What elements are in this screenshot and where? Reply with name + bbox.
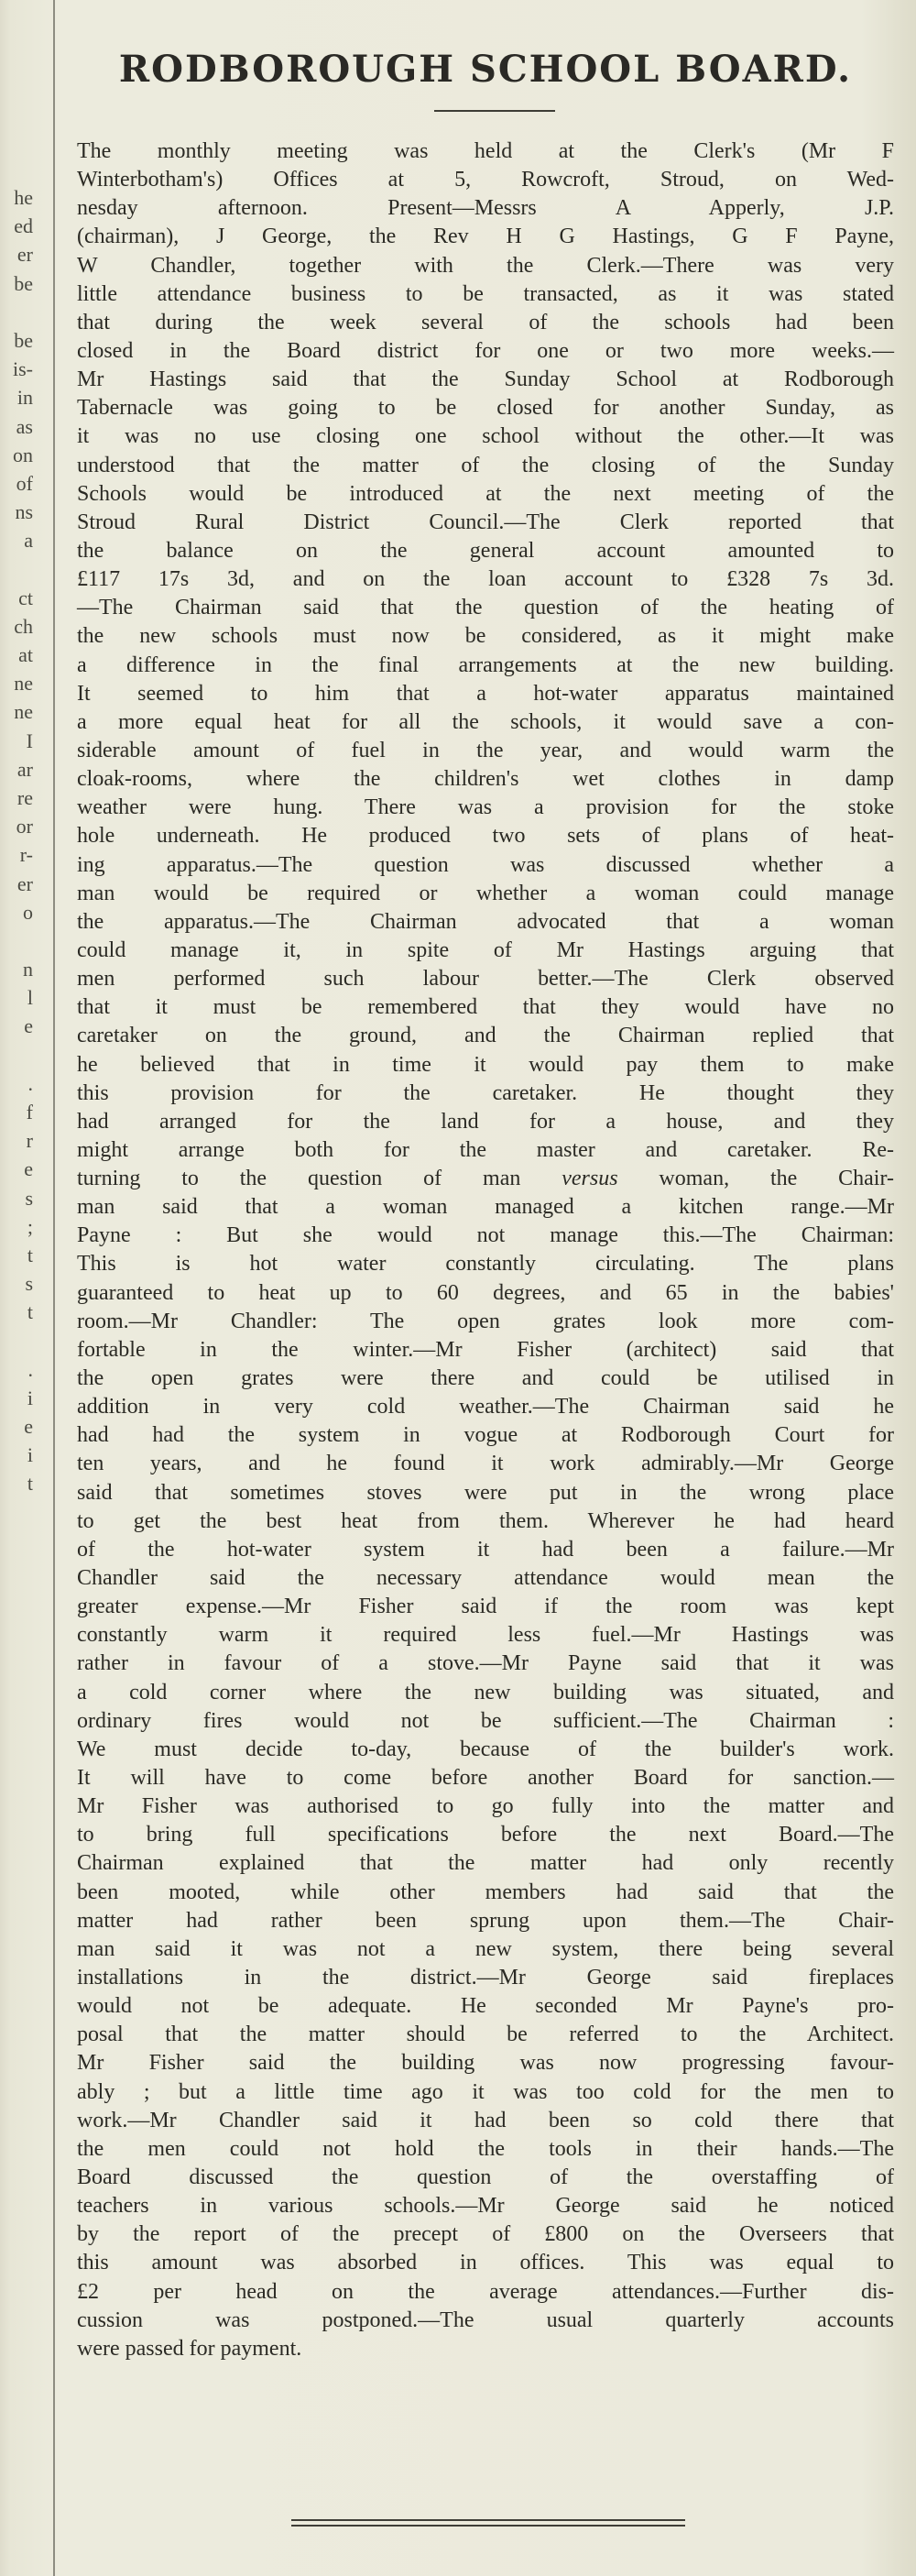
margin-fragment (0, 1327, 37, 1355)
article-line: greater expense.—Mr Fisher said if the room was kept (77, 1595, 894, 1619)
article-line: little attendance business to be transacted, as it was stated (77, 281, 894, 306)
article-line: addition in very cold weather.—The Chairman said he (77, 1395, 894, 1420)
margin-fragment (0, 298, 37, 326)
article-line: hole underneath. He produced two sets of plans of heat- (77, 824, 894, 849)
margin-fragment: r- (19, 843, 33, 867)
margin-fragment: or (16, 815, 33, 839)
article-line: —The Chairman said that the question of the heating of (77, 596, 894, 620)
article-line: Board discussed the question of the overstaffing of (77, 2165, 894, 2189)
margin-fragment: o (23, 900, 33, 924)
article-line: posal that the matter should be referred to the Architect. (77, 2022, 894, 2047)
margin-fragment: ne (14, 700, 33, 724)
article-line: ordinary fires would not be sufficient.—The Chairman : (77, 1708, 894, 1733)
article-line: Mr Fisher was authorised to go fully into the matter and (77, 1794, 894, 1819)
article-line: Mr Hastings said that the Sunday School at Rodborough (77, 367, 894, 392)
article-line: man said that a woman managed a kitchen range.—Mr (77, 1195, 894, 1220)
article-line: work.—Mr Chandler said it had been so cold there that (77, 2108, 894, 2132)
article-line: he believed that in time it would pay them to make (77, 1052, 894, 1077)
margin-fragment: re (16, 785, 33, 809)
margin-fragment: t (27, 1472, 33, 1496)
margin-fragment: ns (15, 500, 33, 524)
margin-fragment (0, 1555, 37, 1584)
article-line: that during the week several of the schools had been (77, 310, 894, 334)
article-line: it was no use closing one school without the other.—It was (77, 424, 894, 449)
article-line: by the report of the precept of £800 on the Overseers that (77, 2222, 894, 2247)
margin-fragment: be (14, 328, 33, 352)
article-line: Winterbotham's) Offices at 5, Rowcroft, Stroud, on Wed- (77, 168, 894, 192)
article-line: This is hot water constantly circulating. The plans (77, 1252, 894, 1277)
article-line: cloak-rooms, where the children's wet clothes in damp (77, 767, 894, 792)
article-line: Stroud Rural District Council.—The Clerk reported that (77, 510, 894, 534)
margin-fragment (0, 1641, 37, 1670)
margin-fragment: on (13, 443, 33, 466)
article-line: this amount was absorbed in offices. This was equal to (77, 2251, 894, 2275)
margin-fragment: . (27, 1357, 33, 1381)
margin-fragment: f (26, 1101, 33, 1124)
article-line: the apparatus.—The Chairman advocated that a woman (77, 909, 894, 934)
article-line: a cold corner where the new building was situated, and (77, 1680, 894, 1705)
margin-fragment: i (27, 1443, 33, 1467)
margin-fragment: r (26, 1129, 33, 1153)
article-line: would not be adequate. He seconded Mr Payne's pro- (77, 1994, 894, 2019)
article-line: Schools would be introduced at the next meeting of the (77, 481, 894, 506)
margin-fragment: in (16, 386, 33, 410)
article-line: Mr Fisher said the building was now progressing favour- (77, 2051, 894, 2076)
margin-fragment: t (27, 1300, 33, 1324)
article-line: matter had rather been sprung upon them.—The Chair- (77, 1908, 894, 1933)
end-rule (291, 2525, 685, 2527)
article-line: man would be required or whether a woman could manage (77, 881, 894, 905)
adjacent-column-fragments (0, 183, 37, 1670)
article-body (77, 137, 894, 2363)
article-line: We must decide to-day, because of the builder's work. (77, 1737, 894, 1761)
article-line: to bring full specifications before the next Board.—The (77, 1823, 894, 1847)
article-line: man said it was not a new system, there being several (77, 1936, 894, 1961)
article-line: Chandler said the necessary attendance would mean the (77, 1566, 894, 1591)
article-line: teachers in various schools.—Mr George said he noticed (77, 2194, 894, 2219)
margin-fragment: s (25, 1186, 33, 1210)
article-line: siderable amount of fuel in the year, and would warm the (77, 738, 894, 762)
article-line: W Chandler, together with the Clerk.—There was very (77, 253, 894, 278)
margin-fragment (0, 1527, 37, 1555)
margin-fragment: . (27, 1071, 33, 1095)
article-line: this provision for the caretaker. He thought they (77, 1080, 894, 1105)
margin-fragment: ct (18, 586, 33, 609)
margin-fragment (0, 1498, 37, 1527)
article-line: rather in favour of a stove.—Mr Payne said that it was (77, 1651, 894, 1676)
margin-fragment: t (27, 1243, 33, 1266)
article-line: fortable in the winter.—Mr Fisher (architect) said that (77, 1337, 894, 1362)
margin-fragment: er (16, 243, 33, 267)
margin-fragment: l (27, 986, 33, 1010)
article-line: might arrange both for the master and caretaker. Re- (77, 1137, 894, 1162)
article-line: had arranged for the land for a house, and they (77, 1109, 894, 1134)
article-line: turning to the question of man versus woman, the Chair- (77, 1167, 894, 1191)
article-line: a more equal heat for all the schools, it would save a con- (77, 709, 894, 734)
article-line: ing apparatus.—The question was discussed whether a (77, 852, 894, 877)
article-line: men performed such labour better.—The Clerk observed (77, 967, 894, 992)
article-line: nesday afternoon. Present—Messrs A Apperly, J.P. (77, 196, 894, 221)
emphasis: versus (562, 1167, 618, 1191)
article-line: It will have to come before another Board for sanction.— (77, 1766, 894, 1791)
article-line: guaranteed to heat up to 60 degrees, and 65 in the babies' (77, 1280, 894, 1305)
margin-fragment: e (24, 1014, 33, 1038)
article-line: Tabernacle was going to be closed for another Sunday, as (77, 396, 894, 421)
margin-fragment: e (24, 1157, 33, 1181)
margin-fragment: ed (14, 214, 33, 238)
margin-fragment: at (18, 643, 33, 666)
margin-fragment: as (16, 414, 33, 438)
margin-fragment: i (27, 1386, 33, 1409)
margin-fragment (0, 1612, 37, 1640)
article-line: ably ; but a little time ago it was too cold for the men to (77, 2079, 894, 2104)
margin-fragment: s (25, 1272, 33, 1296)
article-line: had had the system in vogue at Rodborough Court for (77, 1423, 894, 1448)
article-line: closed in the Board district for one or two more weeks.— (77, 338, 894, 363)
margin-fragment: of (16, 471, 33, 495)
margin-fragment: be (14, 271, 33, 295)
article-line: £117 17s 3d, and on the loan account to £328 7s 3d. (77, 567, 894, 592)
article-line: £2 per head on the average attendances.—Further dis- (77, 2279, 894, 2304)
article-line: said that sometimes stoves were put in the wrong place (77, 1480, 894, 1505)
article-line: to get the best heat from them. Wherever he had heard (77, 1508, 894, 1533)
margin-fragment: a (24, 529, 33, 553)
margin-fragment: he (14, 186, 33, 209)
article-line: could manage it, in spite of Mr Hastings arguing that (77, 937, 894, 962)
article-line: It seemed to him that a hot-water apparatus maintained (77, 681, 894, 706)
margin-fragment: ne (14, 672, 33, 696)
article-line: understood that the matter of the closing of the Sunday (77, 453, 894, 477)
margin-fragment: n (23, 958, 33, 981)
article-line: The monthly meeting was held at the Clerk's (Mr F (77, 139, 894, 163)
margin-fragment: ar (16, 757, 33, 781)
margin-fragment: er (16, 871, 33, 895)
article-line: constantly warm it required less fuel.—Mr Hastings was (77, 1623, 894, 1648)
article-line: were passed for payment. (77, 2336, 302, 2361)
article-line: Payne : But she would not manage this.—The Chairman: (77, 1223, 894, 1248)
margin-fragment: ch (14, 614, 33, 638)
headline: RODBOROUGH SCHOOL BOARD. (118, 48, 853, 91)
margin-fragment (0, 1041, 37, 1069)
margin-fragment (0, 554, 37, 583)
article-line: caretaker on the ground, and the Chairman replied that (77, 1024, 894, 1048)
margin-fragment: ; (27, 1214, 33, 1238)
margin-fragment: e (24, 1415, 33, 1439)
article-line: (chairman), J George, the Rev H G Hastings, G F Payne, (77, 225, 894, 249)
margin-fragment (0, 1584, 37, 1612)
article-line: ten years, and he found it work admirably.—Mr George (77, 1452, 894, 1476)
article-line: the balance on the general account amounted to (77, 538, 894, 563)
margin-fragment: is- (13, 357, 33, 381)
article-line: the new schools must now be considered, as it might make (77, 624, 894, 649)
margin-fragment: I (26, 729, 33, 752)
article-line: of the hot-water system it had been a failure.—Mr (77, 1537, 894, 1562)
article-line: installations in the district.—Mr George said fireplaces (77, 1966, 894, 1990)
article-line: weather were hung. There was a provision for the stoke (77, 795, 894, 820)
article-line: that it must be remembered that they would have no (77, 995, 894, 1020)
article-line: the men could not hold the tools in their hands.—The (77, 2136, 894, 2161)
title-rule (434, 110, 555, 112)
article-line: a difference in the final arrangements at the new building. (77, 652, 894, 677)
end-rule (291, 2519, 685, 2521)
column-rule (53, 0, 55, 2576)
article-line: the open grates were there and could be utilised in (77, 1366, 894, 1391)
article-line: Chairman explained that the matter had only recently (77, 1851, 894, 1876)
article-line: been mooted, while other members had said that the (77, 1880, 894, 1904)
article-line: room.—Mr Chandler: The open grates look more com- (77, 1309, 894, 1333)
article-line: cussion was postponed.—The usual quarterly accounts (77, 2307, 894, 2332)
margin-fragment (0, 926, 37, 955)
